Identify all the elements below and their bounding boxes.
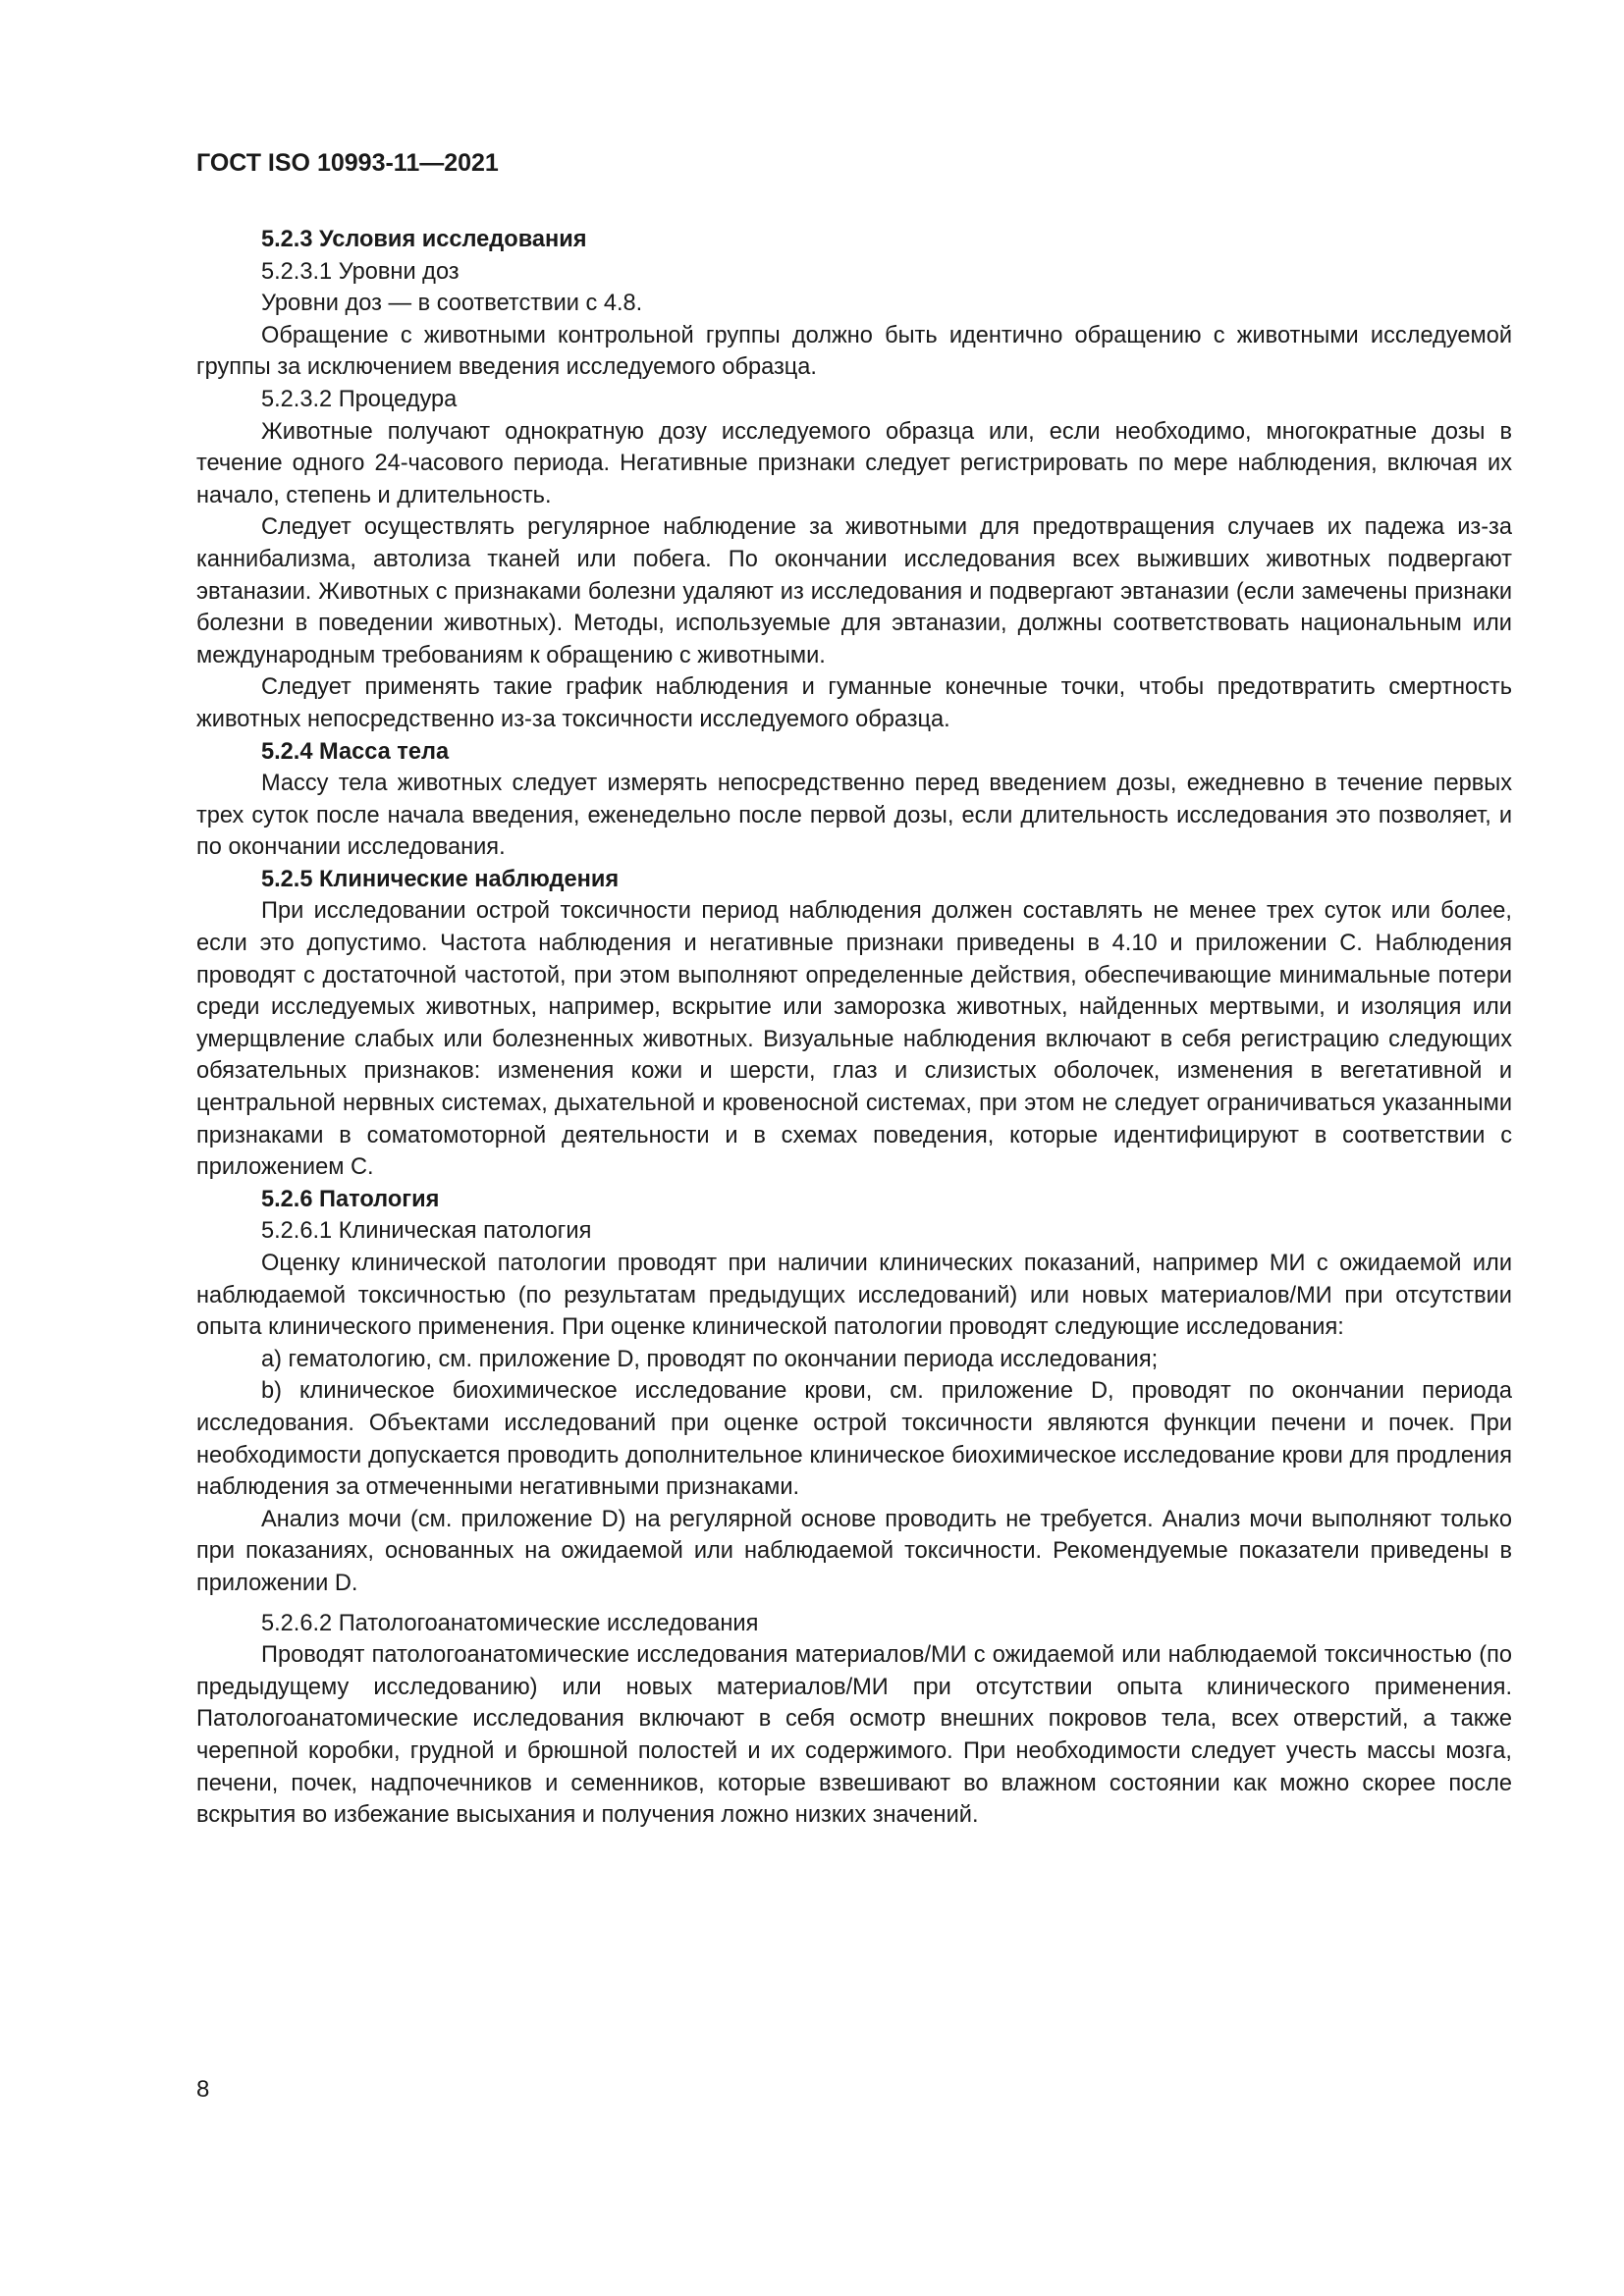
paragraph: Следует применять такие график наблюдения и гуманные конечные точки, чтобы предотвратить смертность животных непосредственно из-за токсичности исследуемого образца.: [196, 674, 1512, 732]
document-header: ГОСТ ISO 10993-11—2021: [196, 149, 499, 177]
paragraph: Следует осуществлять регулярное наблюдение за животными для предотвращения случаев их падежа из-за каннибализма, автолиза тканей или побега. По окончании исследования всех выживших животных подвергают эвтаназии. Животных с признаками болезни удаляют из исследования и подвергают эвтаназии (если замечены признаки болезни в поведении животных). Методы, используемые для эвтаназии, должны соответствовать национальным или международным требованиям к обращению с животными.: [196, 514, 1512, 668]
section-heading: 5.2.4 Масса тела: [261, 738, 450, 765]
subsection-heading: 5.2.3.1 Уровни доз: [261, 258, 460, 285]
section-heading: 5.2.5 Клинические наблюдения: [261, 866, 620, 892]
paragraph: При исследовании острой токсичности период наблюдения должен составлять не менее трех суток или более, если это допустимо. Частота наблюдения и негативные признаки приведены в 4.10 и приложении С. Наблюдения проводят с достаточной частотой, при этом выполняют определенные действия, обеспечивающие минимальные потери среди исследуемых животных, например, вскрытие или заморозка животных, найденных мертвыми, и изоляция или умерщвление слабых или болезненных животных. Визуальные наблюдения включают в себя регистрацию следующих обязательных признаков: изменения кожи и шерсти, глаз и слизистых оболочек, изменения в вегетативной и центральной нервных системах, дыхательной и кровеносной системах, при этом не следует ограничиваться указанными признаками в соматомоторной деятельности и в схемах поведения, которые идентифицируют в соответствии с приложением С.: [196, 898, 1512, 1181]
subsection-heading: 5.2.3.2 Процедура: [261, 386, 458, 412]
section-heading: 5.2.3 Условия исследования: [261, 227, 587, 252]
paragraph: Анализ мочи (см. приложение D) на регулярной основе проводить не требуется. Анализ мочи выполняют только при показаниях, основанных на ожидаемой или наблюдаемой токсичности. Рекомендуемые показатели приведены в приложении D.: [196, 1506, 1512, 1596]
paragraph: Уровни доз — в соответствии с 4.8.: [261, 291, 643, 317]
subsection-heading: 5.2.6.2 Патологоанатомические исследования: [261, 1610, 759, 1636]
paragraph: а) гематологию, см. приложение D, проводят по окончании периода исследования;: [261, 1346, 1159, 1372]
paragraph: b) клиническое биохимическое исследование крови, см. приложение D, проводят по окончании периода исследования. Объектами исследований при оценке острой токсичности являются функции печени и почек. При необходимости допускается проводить дополнительное клиническое биохимическое исследование крови для продления наблюдения за отмеченными негативными признаками.: [196, 1378, 1512, 1501]
document-body: [196, 224, 1512, 1832]
paragraph: Обращение с животными контрольной группы должно быть идентично обращению с животными исследуемой группы за исключением введения исследуемого образца.: [196, 322, 1512, 381]
paragraph: Массу тела животных следует измерять непосредственно перед введением дозы, ежедневно в течение первых трех суток после начала введения, еженедельно после первой дозы, если длительность исследования это позволяет, и по окончании исследования.: [196, 771, 1512, 861]
paragraph: Животные получают однократную дозу исследуемого образца или, если необходимо, многократные дозы в течение одного 24-часового периода. Негативные признаки следует регистрировать по мере наблюдения, включая их начало, степень и длительность.: [196, 418, 1512, 508]
subsection-heading: 5.2.6.1 Клиническая патология: [261, 1218, 592, 1245]
paragraph: Оценку клинической патологии проводят при наличии клинических показаний, например МИ с ожидаемой или наблюдаемой токсичностью (по результатам предыдущих исследований) или новых материалов/МИ при отсутствии опыта клинического применения. При оценке клинической патологии проводят следующие исследования:: [196, 1251, 1512, 1341]
paragraph: Проводят патологоанатомические исследования материалов/МИ с ожидаемой или наблюдаемой токсичностью (по предыдущему исследованию) или новых материалов/МИ при отсутствии опыта клинического применения. Патологоанатомические исследования включают в себя осмотр внешних покровов тела, всех отверстий, а также черепной коробки, грудной и брюшной полостей и их содержимого. При необходимости следует учесть массы мозга, печени, почек, надпочечников и семенников, которые взвешивают во влажном состоянии как можно скорее после вскрытия во избежание высыхания и получения ложно низких значений.: [196, 1642, 1512, 1829]
page-number: 8: [196, 2076, 210, 2103]
section-heading: 5.2.6 Патология: [261, 1186, 440, 1212]
